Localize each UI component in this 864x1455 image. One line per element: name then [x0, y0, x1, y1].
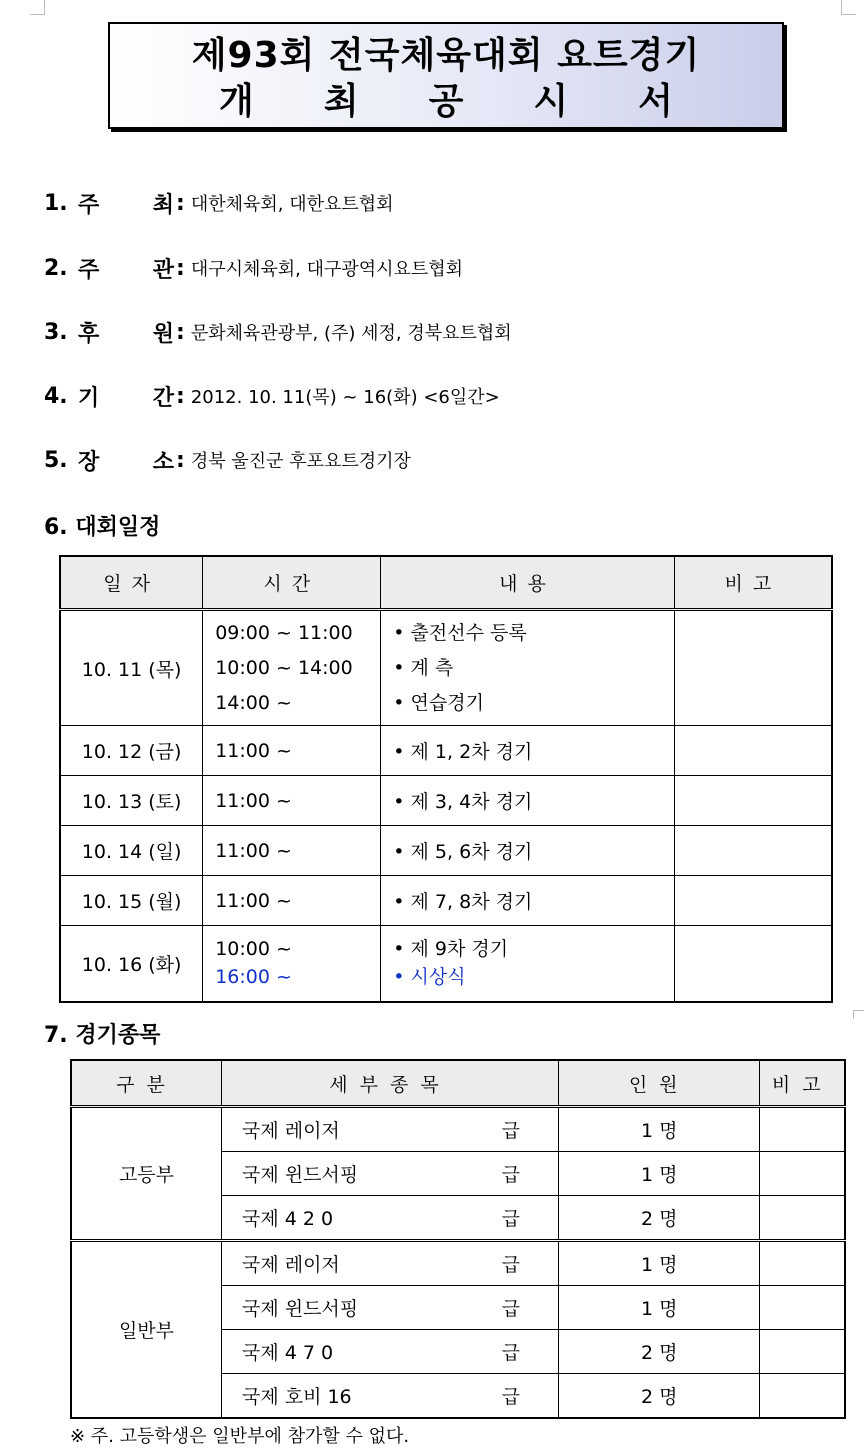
events-table	[70, 1059, 846, 1419]
info-colon: :	[176, 383, 185, 409]
events-heading: 7. 경기종목	[44, 1023, 161, 1048]
table-row	[71, 1107, 845, 1152]
info-label: 주 최	[78, 192, 174, 218]
schedule-note	[674, 726, 832, 776]
events-note	[760, 1152, 845, 1196]
table-row	[60, 610, 832, 726]
info-row-organizer	[44, 253, 463, 283]
info-number: 5.	[44, 447, 68, 473]
schedule-items: • 제 7, 8차 경기	[381, 876, 674, 926]
events-count: 2 명	[558, 1374, 760, 1419]
schedule-heading: 6. 대회일정	[44, 515, 161, 540]
events-event: 국제 윈드서핑 급	[221, 1286, 558, 1330]
schedule-note	[674, 610, 832, 726]
info-row-period	[44, 381, 500, 411]
events-count: 1 명	[558, 1241, 760, 1286]
table-row	[60, 926, 832, 1002]
subtitle-char: 시	[533, 81, 569, 122]
schedule-table	[59, 555, 833, 1003]
info-label: 기 간	[78, 385, 174, 411]
info-value: 경북 울진군 후포요트경기장	[190, 451, 411, 472]
schedule-header-time: 시간	[203, 556, 381, 610]
events-header-note: 비고	[760, 1060, 845, 1107]
table-row	[60, 776, 832, 826]
page-corner-mark	[853, 1010, 864, 1019]
info-label: 후 원	[78, 321, 174, 347]
subtitle-char: 서	[638, 81, 673, 122]
events-event: 국제 4 2 0 급	[221, 1196, 558, 1241]
page-corner-mark	[30, 0, 45, 15]
schedule-date: 10. 11 (목)	[60, 610, 203, 726]
events-category: 고등부	[71, 1107, 221, 1241]
schedule-date: 10. 12 (금)	[60, 726, 203, 776]
schedule-date: 10. 15 (월)	[60, 876, 203, 926]
info-number: 4.	[44, 383, 68, 409]
events-count: 1 명	[558, 1152, 760, 1196]
schedule-items: • 출전선수 등록 • 계 측 • 연습경기	[381, 610, 674, 726]
document-title: 제93회 전국체육대회 요트경기	[191, 35, 701, 76]
subtitle-char: 개	[219, 81, 254, 122]
schedule-times: 09:00 ~ 11:00 10:00 ~ 14:00 14:00 ~	[203, 610, 381, 726]
events-event: 국제 호비 16 급	[221, 1374, 558, 1419]
schedule-header-note: 비고	[674, 556, 832, 610]
info-colon: :	[176, 319, 185, 345]
events-header-count: 인원	[558, 1060, 760, 1107]
schedule-note	[674, 926, 832, 1002]
document-subtitle	[110, 80, 782, 124]
schedule-items: • 제 3, 4차 경기	[381, 776, 674, 826]
events-note	[760, 1374, 845, 1419]
info-colon: :	[176, 190, 185, 216]
info-colon: :	[176, 255, 185, 281]
schedule-times: 11:00 ~	[203, 826, 381, 876]
info-label: 장 소	[78, 449, 174, 475]
info-value: 대구시체육회, 대구광역시요트협회	[190, 259, 464, 280]
events-header-event: 세부종목	[221, 1060, 558, 1107]
events-note	[760, 1196, 845, 1241]
info-value: 대한체육회, 대한요트협회	[190, 194, 394, 215]
events-header-category: 구분	[71, 1060, 221, 1107]
info-number: 3.	[44, 319, 68, 345]
document-title-box	[108, 22, 784, 129]
events-note	[760, 1107, 845, 1152]
schedule-times: 11:00 ~	[203, 876, 381, 926]
info-label: 주 관	[78, 257, 174, 283]
events-event: 국제 4 7 0 급	[221, 1330, 558, 1374]
events-event: 국제 윈드서핑 급	[221, 1152, 558, 1196]
events-count: 2 명	[558, 1196, 760, 1241]
info-number: 1.	[44, 190, 68, 216]
events-note	[760, 1286, 845, 1330]
events-note	[760, 1330, 845, 1374]
schedule-times: 11:00 ~	[203, 776, 381, 826]
schedule-date: 10. 16 (화)	[60, 926, 203, 1002]
schedule-header-content: 내용	[381, 556, 674, 610]
schedule-items: • 제 5, 6차 경기	[381, 826, 674, 876]
schedule-items: • 제 1, 2차 경기	[381, 726, 674, 776]
schedule-header-date: 일자	[60, 556, 203, 610]
subtitle-char: 최	[323, 81, 359, 122]
info-row-venue	[44, 445, 411, 475]
info-value: 문화체육관광부, (주) 세정, 경북요트협회	[190, 323, 512, 344]
info-row-sponsor	[44, 317, 512, 347]
schedule-date: 10. 13 (토)	[60, 776, 203, 826]
schedule-items: • 제 9차 경기 • 시상식	[381, 926, 674, 1002]
subtitle-char: 공	[428, 81, 464, 122]
page-corner-mark	[841, 0, 856, 15]
schedule-note	[674, 876, 832, 926]
table-row	[60, 726, 832, 776]
footnote: ※ 주. 고등학생은 일반부에 참가할 수 없다.	[70, 1426, 410, 1447]
table-row	[60, 876, 832, 926]
events-event: 국제 레이저 급	[221, 1241, 558, 1286]
schedule-note	[674, 776, 832, 826]
schedule-times: 11:00 ~	[203, 726, 381, 776]
events-count: 1 명	[558, 1107, 760, 1152]
info-value: 2012. 10. 11(목) ~ 16(화) <6일간>	[190, 387, 500, 408]
events-count: 2 명	[558, 1330, 760, 1374]
info-colon: :	[176, 447, 185, 473]
events-event: 국제 레이저 급	[221, 1107, 558, 1152]
events-note	[760, 1241, 845, 1286]
events-category: 일반부	[71, 1241, 221, 1419]
table-row	[71, 1241, 845, 1286]
info-number: 2.	[44, 255, 68, 281]
schedule-times: 10:00 ~ 16:00 ~	[203, 926, 381, 1002]
schedule-note	[674, 826, 832, 876]
info-row-host	[44, 188, 394, 218]
events-count: 1 명	[558, 1286, 760, 1330]
schedule-date: 10. 14 (일)	[60, 826, 203, 876]
table-row	[60, 826, 832, 876]
